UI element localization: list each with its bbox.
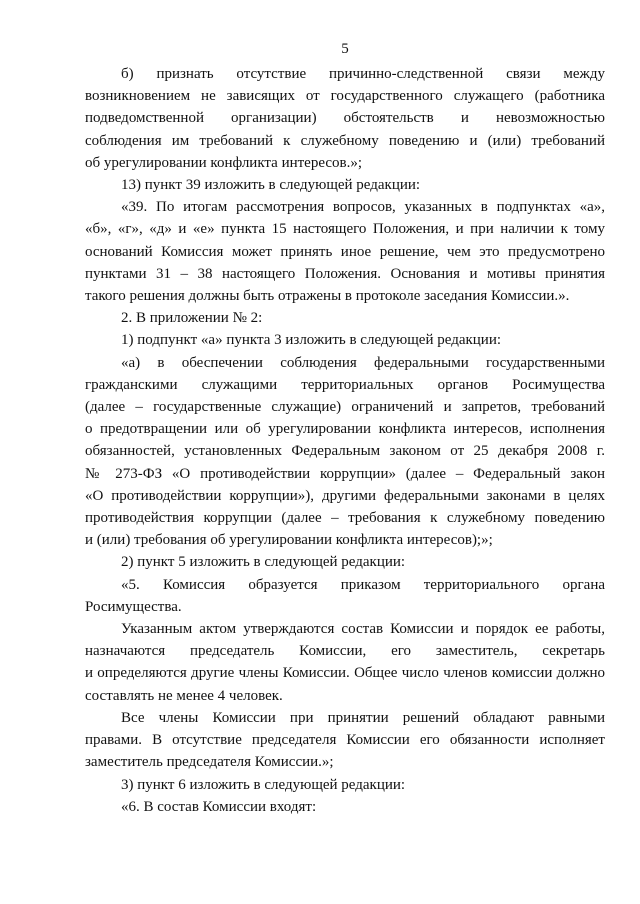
- document-body: [85, 63, 605, 818]
- text-line: «а) в обеспечении соблюдения федеральными государственными: [121, 354, 605, 371]
- text-line: и (или) требования об урегулировании конфликта интересов);»;: [85, 532, 493, 549]
- text-line: пунктами 31 – 38 настоящего Положения. Основания и мотивы принятия: [85, 265, 605, 282]
- text-line: назначаются председатель Комиссии, его заместитель, секретарь: [85, 643, 605, 660]
- text-line: правами. В отсутствие председателя Комиссии его обязанности исполняет: [85, 732, 605, 749]
- text-line: «6. В состав Комиссии входят:: [121, 798, 317, 815]
- text-line: заместитель председателя Комиссии.»;: [85, 754, 334, 771]
- text-line: обязанностей, установленных Федеральным законом от 25 декабря 2008 г.: [85, 443, 605, 460]
- text-line: о предотвращении или об урегулировании конфликта интересов, исполнения: [85, 421, 605, 438]
- text-line: 13) пункт 39 изложить в следующей редакции:: [121, 177, 421, 194]
- text-line: 1) подпункт «а» пункта 3 изложить в следующей редакции:: [121, 332, 502, 349]
- text-line: (далее – государственные служащие) ограничений и запретов, требований: [85, 399, 605, 416]
- text-line: противодействия коррупции (далее – требования к служебному поведению: [85, 510, 605, 527]
- text-line: Все члены Комиссии при принятии решений обладают равными: [121, 709, 605, 726]
- text-line: подведомственной организации) обстоятельств и невозможностью: [85, 110, 605, 127]
- text-line: и определяются другие члены Комиссии. Общее число членов комиссии должно: [85, 665, 605, 682]
- text-line: оснований Комиссия может принять иное решение, чем это предусмотрено: [85, 243, 605, 260]
- text-line: «5. Комиссия образуется приказом территориального органа: [121, 576, 605, 593]
- text-line: 2) пункт 5 изложить в следующей редакции:: [121, 554, 406, 571]
- text-line: составлять не менее 4 человек.: [85, 687, 283, 704]
- text-line: «О противодействии коррупции»), другими федеральными законами в целях: [85, 487, 605, 504]
- text-line: гражданскими служащими территориальных органов Росимущества: [85, 376, 605, 393]
- text-line: б) признать отсутствие причинно-следственной связи между: [121, 66, 605, 82]
- text-line: такого решения должны быть отражены в протоколе заседания Комиссии.».: [85, 288, 570, 305]
- text-line: «39. По итогам рассмотрения вопросов, указанных в подпунктах «а»,: [121, 199, 605, 216]
- text-line: 3) пункт 6 изложить в следующей редакции:: [121, 776, 406, 793]
- text-line: возникновением не зависящих от государственного служащего (работника: [85, 88, 605, 105]
- text-line: соблюдения им требований к служебному поведению и (или) требований: [85, 132, 605, 149]
- page-number: 5: [341, 41, 349, 57]
- text-line: Указанным актом утверждаются состав Комиссии и порядок ее работы,: [121, 621, 605, 638]
- text-line: 2. В приложении № 2:: [121, 310, 263, 327]
- text-line: «б», «г», «д» и «е» пункта 15 настоящего Положения, и при наличии к тому: [85, 221, 605, 238]
- text-line: Росимущества.: [85, 598, 182, 615]
- text-line: № 273-ФЗ «О противодействии коррупции» (далее – Федеральный закон: [85, 465, 605, 482]
- text-line: об урегулировании конфликта интересов.»;: [85, 154, 363, 171]
